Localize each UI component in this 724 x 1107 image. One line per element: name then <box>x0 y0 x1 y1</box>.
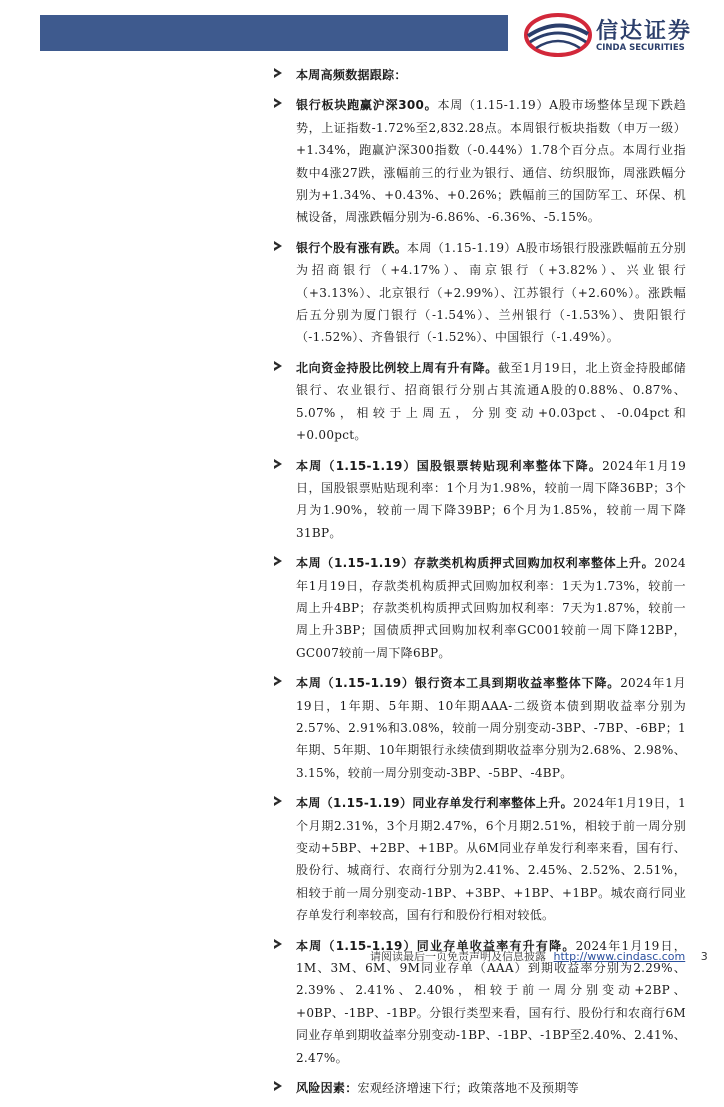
arrow-bullet-icon <box>274 68 282 78</box>
section-title: 本周（1.15-1.19）同业存单发行利率整体上升。 <box>296 796 573 811</box>
arrow-bullet-icon <box>274 241 282 251</box>
footer-url-link[interactable]: http://www.cindasc.com <box>553 950 686 963</box>
arrow-bullet-icon <box>274 796 282 806</box>
section-body: 2024年1月19日，1年期、5年期、10年期AAA-二级资本债到期收益率分别为2.57%、2.91%和3.08%，较前一周分别变动-3BP、-7BP、-6BP；1年期、5年期、10年期银行永续债到期收益率分别为2.68%、2.98%、3.15%，较前一周分别变动-3BP、-5BP、-4BP。 <box>296 676 686 780</box>
section-ncd-issue-rate <box>272 792 686 926</box>
section-title: 本周高频数据跟踪： <box>296 68 407 82</box>
section-capital-tools <box>272 672 686 784</box>
section-bill-discount <box>272 455 686 545</box>
page-footer <box>370 948 708 964</box>
section-body: 本周（1.15-1.19）A股市场银行股涨跌幅前五分别为招商银行（+4.17%）、南京银行（+3.82%）、兴业银行（+3.13%）、北京银行（+2.99%）、江苏银行（+2.60%）。涨跌幅后五分别为厦门银行（-1.54%）、兰州银行（-1.53%）、贵阳银行（-1.52%）、齐鲁银行（-1.52%）、中国银行（-1.49%）。 <box>296 240 686 345</box>
logo-chinese-text: 信达证券 <box>596 19 693 44</box>
section-title: 本周（1.15-1.19）存款类机构质押式回购加权利率整体上升。 <box>296 556 655 571</box>
section-title: 本周（1.15-1.19）银行资本工具到期收益率整体下降。 <box>296 676 621 691</box>
section-title: 风险因素： <box>296 1081 358 1096</box>
section-risk-factors <box>272 1077 686 1099</box>
arrow-bullet-icon <box>274 98 282 108</box>
arrow-bullet-icon <box>274 459 282 469</box>
section-high-frequency <box>272 64 686 86</box>
arrow-bullet-icon <box>274 361 282 371</box>
section-bank-sector <box>272 94 686 228</box>
section-repo-rate <box>272 552 686 664</box>
logo-english-text: CINDA SECURITIES <box>596 43 685 53</box>
arrow-bullet-icon <box>274 676 282 686</box>
section-northbound <box>272 357 686 447</box>
section-title: 北向资金持股比例较上周有升有降。 <box>296 360 498 375</box>
section-body: 2024年1月19日，存款类机构质押式回购加权利率：1天为1.73%，较前一周上升4BP；存款类机构质押式回购加权利率：7天为1.87%，较前一周上升3BP；国债质押式回购加权利率GC001较前一周下降12BP，GC007较前一周下降6BP。 <box>296 556 686 660</box>
section-body: 2024年1月19日，1个月期2.31%，3个月期2.47%，6个月期2.51%，相较于前一周分别变动+5BP、+2BP、+1BP。从6M同业存单发行利率来看，国有行、股份行、城商行、农商行分别为2.41%、2.45%、2.52%、2.51%，相较于前一周分别变动-1BP、+3BP、+1BP、+1BP。城农商行同业存单发行利率较高，国有行和股份行相对较低。 <box>296 796 686 923</box>
cinda-globe-icon <box>522 12 594 58</box>
section-title: 本周（1.15-1.19）国股银票转贴现利率整体下降。 <box>296 458 603 473</box>
section-title: 银行个股有涨有跌。 <box>296 240 408 255</box>
section-title: 银行板块跑赢沪深300。 <box>296 98 438 113</box>
section-body: 截至1月19日，北上资金持股邮储银行、农业银行、招商银行分别占其流通A股的0.88%、0.87%、5.07%，相较于上周五，分别变动+0.03pct、-0.04pct和+0.00pct。 <box>296 360 686 443</box>
arrow-bullet-icon <box>274 939 282 949</box>
section-bank-stocks <box>272 237 686 349</box>
cinda-logo <box>522 12 702 58</box>
section-body: 本周（1.15-1.19）A股市场整体呈现下跌趋势，上证指数-1.72%至2,832.28点。本周银行板块指数（申万一级）+1.34%，跑赢沪深300指数（-0.44%）1.78个百分点。本周行业指数中4涨27跌，涨幅前三的行业为银行、通信、纺织服饰，周涨跌幅分别为+1.34%、+0.43%、+0.26%；跌幅前三的国防军工、环保、机械设备，周涨跌幅分别为-6.86%、-6.36%、-5.15%。 <box>296 98 687 225</box>
section-body: 2024年1月19日，国股银票贴贴现利率：1个月为1.98%，较前一周下降36BP；3个月为1.90%，较前一周下降39BP；6个月为1.85%，较前一周下降31BP。 <box>296 458 687 540</box>
section-body: 宏观经济增速下行；政策落地不及预期等 <box>357 1081 579 1096</box>
footer-disclaimer: 请阅读最后一页免责声明及信息披露 <box>370 950 546 963</box>
header-band <box>40 15 508 51</box>
arrow-bullet-icon <box>274 1081 282 1091</box>
section-title: 本周（1.15-1.19）同业存单收益率有升有降。 <box>296 938 576 953</box>
page-number: 3 <box>700 950 708 963</box>
section-body: 2024年1月19日，1M、3M、6M、9M同业存单（AAA）到期收益率分别为2.29%、2.39%、2.41%、2.40%，相较于前一周分别变动+2BP、+0BP、-1BP、-1BP。分银行类型来看，国有行、股份行和农商行6M同业存单到期收益率分别变动-1BP、-1BP、-1BP至2.40%、2.41%、2.47%。 <box>296 938 686 1065</box>
arrow-bullet-icon <box>274 556 282 566</box>
